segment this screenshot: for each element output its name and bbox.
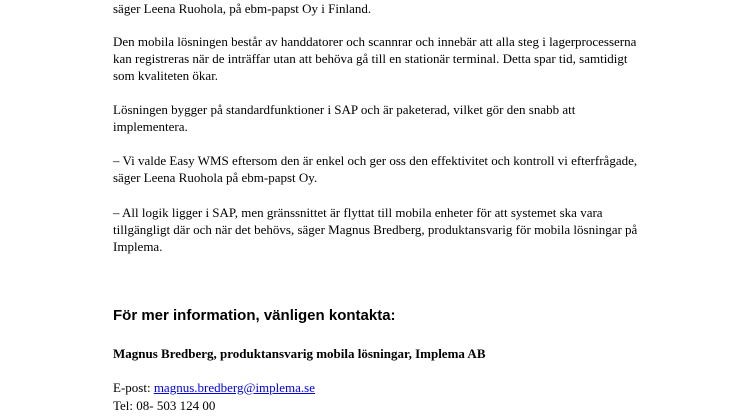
contact-heading: För mer information, vänligen kontakta: [113, 307, 396, 324]
contact-phone: Tel: 08- 503 124 00 [113, 398, 216, 413]
email-link[interactable]: magnus.bredberg@implema.se [153, 380, 316, 395]
paragraph-quote-bredberg: – All logik ligger i SAP, men gränssnittet är flyttat till mobila enheter för att systemet ska vara tillgängligt där och när det behövs, säger Magnus Bredberg, produktansvarig för mobila lösningar på Implema. [113, 205, 638, 254]
paragraph-standard-functions: Lösningen bygger på standardfunktioner i SAP och är paketerad, vilket gör den snabb att implementera. [113, 102, 576, 134]
document-page [113, 0, 641, 419]
contact-email-line [113, 379, 315, 396]
email-label: E-post: [113, 380, 154, 395]
contact-name: Magnus Bredberg, produktansvarig mobila lösningar, Implema AB [113, 346, 486, 361]
paragraph-quote-ruohola: – Vi valde Easy WMS eftersom den är enkel och ger oss den effektivitet och kontroll vi efterfrågade, säger Leena Ruohola på ebm-papst Oy. [113, 153, 638, 185]
paragraph-mobile-solution: Den mobila lösningen består av handdatorer och scannrar och innebär att alla steg i lagerprocesserna kan registreras när de inträffar utan att behöva gå till en stationär terminal. Detta spar tid, samtidigt som kvaliteten ökar. [113, 34, 637, 83]
paragraph-intro-end: säger Leena Ruohola, på ebm-papst Oy i Finland. [113, 1, 372, 16]
